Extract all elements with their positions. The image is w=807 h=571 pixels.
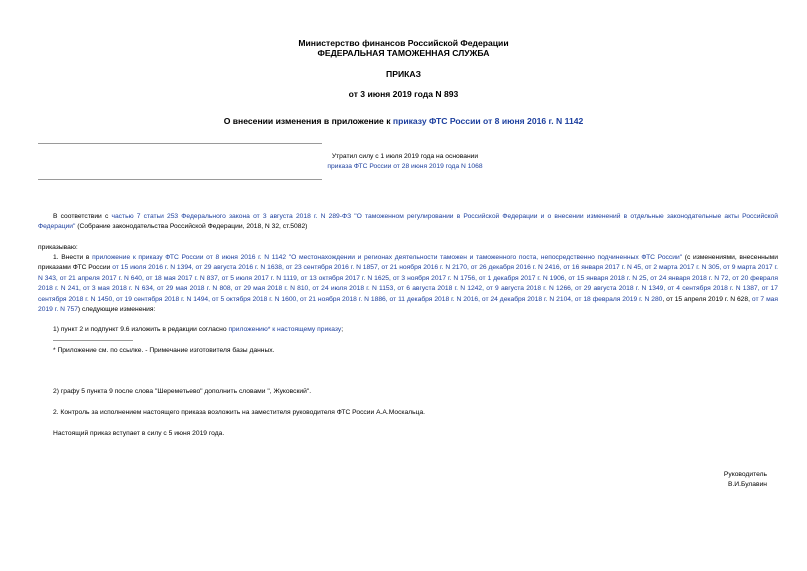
status-note-link[interactable]: приказа ФТС России от 28 июня 2019 года N 1068: [327, 163, 483, 170]
signature-position: Руководитель: [723, 471, 767, 478]
subitem-1-suffix: ;: [341, 326, 344, 333]
item-2: 2. Контроль за исполнением настоящего приказа возложить на заместителя руководителя ФТС России А.А.Москальца.: [53, 409, 426, 416]
preamble-source: (Собрание законодательства Российской Федерации, 2018, N 32, ст.5082): [75, 223, 308, 231]
service-name: ФЕДЕРАЛЬНАЯ ТАМОЖЕННАЯ СЛУЖБА: [317, 48, 490, 58]
item-1-last-amendment-link[interactable]: от 7 мая 2019 г. N 757: [38, 295, 779, 314]
subitem-1-text: 1) пункт 2 и подпункт 9.6 изложить в редакции согласно: [53, 326, 229, 333]
document-title: [0, 116, 807, 127]
order-word: приказываю:: [38, 244, 78, 251]
effective-date: Настоящий приказ вступает в силу с 5 июня 2019 года.: [53, 430, 225, 437]
item-1-mid2: , от 15 апреля 2019 г. N 628,: [662, 295, 752, 303]
subitem-1-link[interactable]: приложению* к настоящему приказу: [228, 326, 342, 333]
preamble-text: В соответствии с: [53, 213, 112, 220]
ministry-name: Министерство финансов Российской Федерации: [298, 38, 509, 48]
status-note-text: Утратил силу с 1 июля 2019 года на основании: [331, 153, 479, 160]
item-1-annex-link[interactable]: приложение к приказу ФТС России от 8 июня 2016 г. N 1142 "О местонахождении и регионах деятельности таможен и таможенного поста, непосредственно подчиненных ФТС России": [92, 254, 683, 261]
status-note: [240, 152, 570, 172]
divider-top: [38, 143, 322, 144]
document-type: ПРИКАЗ: [386, 69, 421, 79]
footnote-divider: [53, 340, 133, 341]
document-date-number: от 3 июня 2019 года N 893: [348, 89, 459, 99]
item-1-paragraph: [38, 253, 778, 315]
footnote: * Приложение см. по ссылке. - Примечание изготовителя базы данных.: [53, 347, 275, 354]
divider-bottom: [38, 179, 322, 180]
item-1-prefix: 1. Внести в: [53, 254, 93, 261]
item-1-mid: (с изменениями, внесенными приказами ФТС России: [38, 254, 778, 272]
item-1-amendments-links[interactable]: от 15 июля 2016 г. N 1394, от 29 августа 2016 г. N 1638, от 23 сентября 2016 г. N 1857, от 21 ноября 2016 г. N 2170, от 26 декабря 2016 г. N 2416, от 16 января 2017 г. N 45, от 2 марта 2017 г. N 305, от 9 марта 2017 г. N 343, от 21 апреля 2017 г. N 640, от 18 мая 2017 г. N 837, от 5 июля 2017 г. N 1119, от 13 октября 2017 г. N 1625, от 3 ноября 2017 г. N 1756, от 1 декабря 2017 г. N 1906, от 15 января 2018 г. N 25, от 24 января 2018 г. N 72, от 20 февраля 2018 г. N 241, от 3 мая 2018 г. N 634, от 29 мая 2018 г. N 808, от 29 мая 2018 г. N 810, от 24 июля 2018 г. N 1153, от 6 августа 2018 г. N 1242, от 9 августа 2018 г. N 1266, от 29 августа 2018 г. N 1349, от 4 сентября 2018 г. N 1387, от 17 сентября 2018 г. N 1450, от 19 сентября 2018 г. N 1494, от 5 октября 2018 г. N 1600, от 21 ноября 2018 г. N 1886, от 11 декабря 2018 г. N 2016, от 24 декабря 2018 г. N 2104, от 18 февраля 2019 г. N 280: [38, 264, 779, 303]
preamble-paragraph: [38, 212, 778, 233]
item-1-suffix: ) следующие изменения:: [77, 306, 156, 314]
subitem-1: [38, 325, 778, 335]
title-text: О внесении изменения в приложение к: [223, 116, 393, 126]
title-link[interactable]: приказу ФТС России от 8 июня 2016 г. N 1142: [392, 116, 584, 126]
subitem-2: 2) графу 5 пункта 9 после слова "Шереметьево" дополнить словами ", Жуковский".: [53, 388, 312, 395]
preamble-law-link[interactable]: частью 7 статьи 253 Федерального закона от 3 августа 2018 г. N 289-ФЗ "О таможенном регулировании в Российской Федерации и о внесении изменений в отдельные законодательные акты Российской Федерации": [38, 213, 778, 231]
signature-name: В.И.Булавин: [727, 481, 767, 488]
